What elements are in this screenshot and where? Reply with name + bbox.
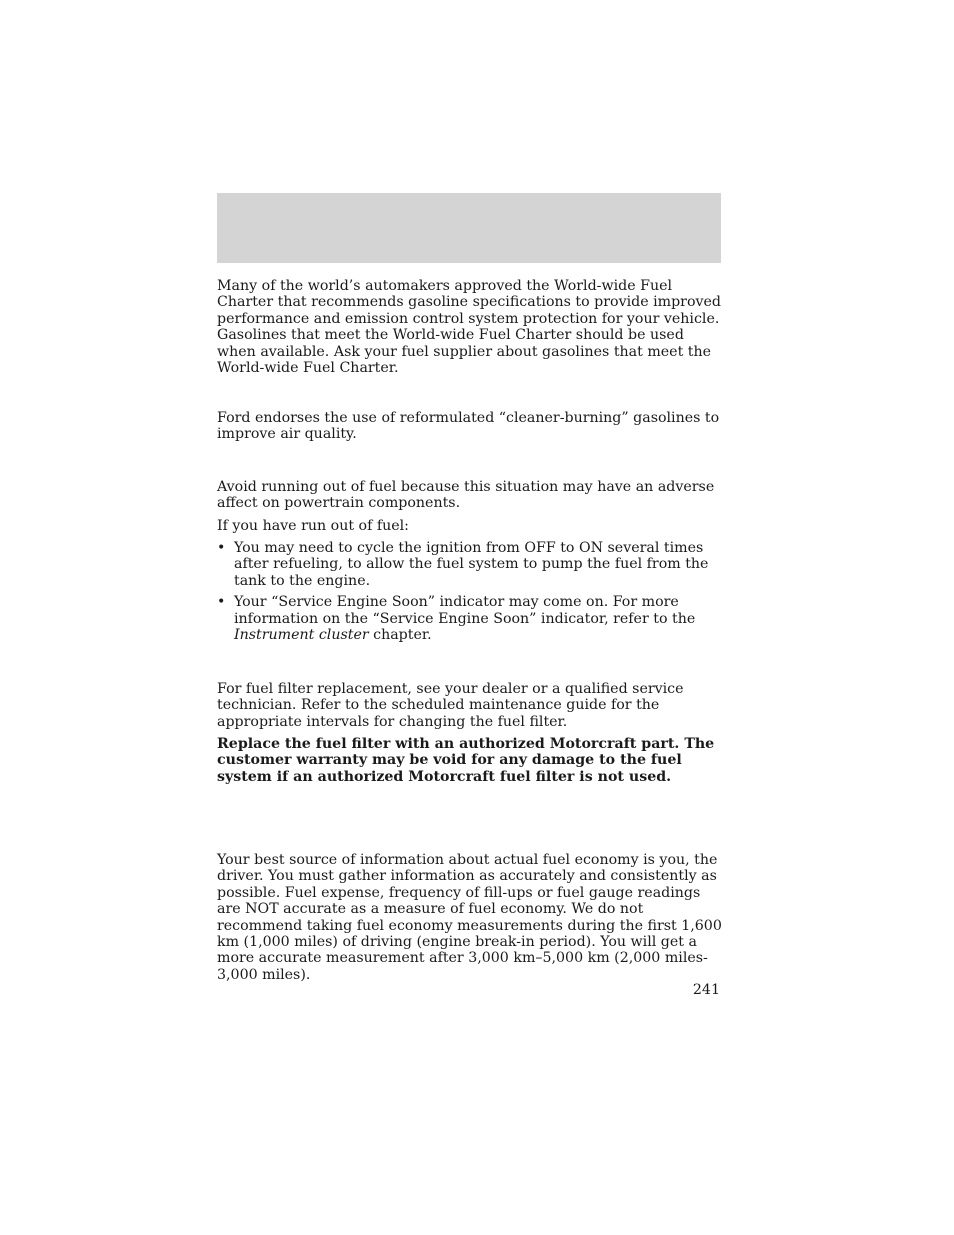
fuel-charter-paragraph: Many of the world’s automakers approved the World-wide Fuel Charter that recommends gasoline specifications to provide improved performance and emission control system protection for your vehicle. Gasolines that meet the World-wide Fuel Charter should be used when available. Ask your fuel supplier about gasolines that meet the World-wide Fuel Charter. [217, 278, 721, 377]
page-number: 241 [692, 982, 720, 998]
list-item [217, 540, 722, 589]
bullet-marker: • [217, 540, 226, 556]
instrument-cluster-reference: Instrument cluster [234, 627, 369, 644]
fuel-economy-paragraph: Your best source of information about actual fuel economy is you, the driver. You must gather information as accurately and consistently as possible. Fuel expense, frequency of fill-ups or fuel gauge readings are NOT accurate as a measure of fuel economy. We do not recommend taking fuel economy measurements during the first 1,600 km (1,000 miles) of driving (engine break-in period). You will get a more accurate measurement after 3,000 km–5,000 km (2,000 miles-3,000 miles). [217, 852, 722, 983]
cycle-ignition-text: You may need to cycle the ignition from OFF to ON several times after refueling, to allow the fuel system to pump the fuel from the tank to the engine. [234, 540, 709, 589]
list-item [217, 594, 722, 643]
service-engine-text-end: chapter. [368, 627, 432, 644]
service-engine-text-start: Your “Service Engine Soon” indicator may come on. For more information on the “Service Engine Soon” indicator, refer to the [234, 594, 696, 627]
clean-air-paragraph: Ford endorses the use of reformulated “cleaner-burning” gasolines to improve air quality. [217, 410, 720, 443]
running-out-paragraph: Avoid running out of fuel because this situation may have an adverse affect on powertrain components. [217, 479, 715, 512]
run-out-bullet-list [217, 540, 722, 643]
filter-replacement-paragraph: For fuel filter replacement, see your dealer or a qualified service technician. Refer to the scheduled maintenance guide for the appropriate intervals for changing the fuel filter. [217, 681, 684, 730]
section-header-band [217, 193, 721, 263]
bullet-marker: • [217, 594, 226, 611]
if-run-out-paragraph: If you have run out of fuel: [217, 518, 409, 534]
filter-warning-paragraph: Replace the fuel filter with an authorized Motorcraft part. The customer warranty may be void for any damage to the fuel system if an authorized Motorcraft fuel filter is not used. [217, 736, 715, 785]
